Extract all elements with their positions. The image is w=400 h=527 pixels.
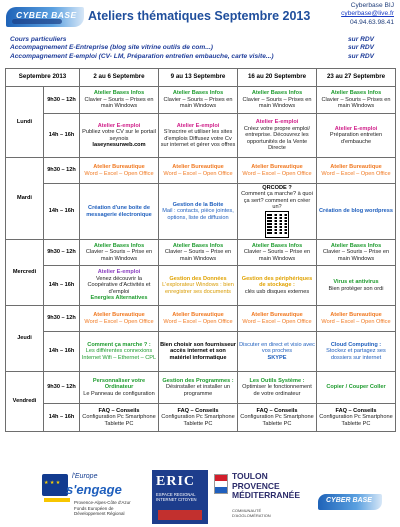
workshop-desc: Clavier – Souris – Prise en main Windows — [322, 249, 390, 262]
week-header: 16 au 20 Septembre — [238, 69, 317, 87]
tpm-logo — [214, 471, 301, 524]
workshop-title: Atelier Bases Infos — [330, 90, 382, 97]
workshop-title: Atelier E-emploi — [176, 122, 220, 129]
workshop-cell — [317, 372, 396, 404]
workshop-title: Personnaliser votre Ordinateur — [92, 377, 146, 391]
workshop-title: Atelier Bureautique — [330, 164, 382, 171]
europe-line3: Provence-Alpes-Côte d'Azur — [74, 500, 131, 505]
table-header-row — [6, 69, 396, 87]
workshop-cell — [159, 114, 238, 158]
workshop-desc: Bien protéger son ordi — [328, 285, 384, 292]
workshop-title: Copier / Couper Coller — [326, 384, 386, 391]
time-slot: 14h – 16h — [44, 404, 80, 432]
workshop-desc: Créez votre propre emploi/ entreprise. Découvrez les opportunités de la Vente Directe — [243, 125, 311, 152]
workshop-desc: Word – Excel – Open Office — [242, 170, 312, 177]
service-row — [10, 44, 390, 52]
service-row — [10, 36, 390, 44]
workshop-cell — [238, 372, 317, 404]
workshop-desc: Clavier – Souris – Prise en main Windows — [243, 249, 311, 262]
workshop-cell — [80, 240, 159, 266]
europe-line2: s'engage — [66, 482, 122, 497]
workshop-title: Atelier Bureautique — [330, 312, 382, 319]
workshop-title: Gestion des Données — [169, 275, 227, 282]
workshop-title: Atelier E-emploi — [97, 122, 141, 129]
workshop-desc: Configuration Pc Smartphone Tablette PC — [240, 414, 314, 427]
workshop-cell — [238, 158, 317, 184]
workshop-cell — [159, 184, 238, 240]
workshop-desc: Publiez votre CV sur le portail seynois — [82, 129, 156, 142]
workshop-cell — [317, 266, 396, 306]
footer-logos — [0, 468, 400, 527]
tpm-flag-icon — [214, 474, 228, 494]
time-slot: 14h – 16h — [44, 184, 80, 240]
workshop-desc: Clavier – Souris – Prises en main Windows — [242, 96, 312, 110]
workshop-title: Atelier E-emploi — [255, 119, 299, 126]
workshop-title: Création d'une boite de messagerie électronique — [86, 205, 152, 218]
contact-name: Cyberbase BIJ — [350, 2, 394, 9]
table-row — [6, 158, 396, 184]
workshop-cell — [80, 158, 159, 184]
table-row — [6, 306, 396, 332]
workshop-desc: Word – Excel – Open Office — [321, 318, 391, 325]
time-slot: 9h30 – 12h — [44, 372, 80, 404]
time-slot: 9h30 – 12h — [44, 87, 80, 114]
workshop-cell — [317, 87, 396, 114]
table-row — [6, 240, 396, 266]
workshop-desc: Optimiser le fonctionnement de votre ordinateur — [242, 384, 312, 397]
day-label: Mardi — [6, 158, 44, 240]
workshop-cell — [159, 240, 238, 266]
workshop-cell — [80, 306, 159, 332]
workshop-title: Atelier Bases Infos — [251, 242, 303, 249]
week-header: 9 au 13 Septembre — [159, 69, 238, 87]
workshop-cell — [238, 404, 317, 432]
service-row — [10, 53, 390, 61]
workshop-desc: Mail : contacts, pièce jointes, options, liste de diffusion — [162, 208, 234, 221]
workshop-desc: clés usb disques externes — [244, 288, 310, 295]
workshop-extra: laseynesurweb.com — [92, 141, 146, 148]
workshop-cell — [238, 87, 317, 114]
workshop-cell — [238, 184, 317, 240]
workshop-desc: Clavier – Souris – Prises en main Windows — [84, 96, 154, 110]
time-slot: 9h30 – 12h — [44, 240, 80, 266]
workshop-title: FAQ – Conseils — [177, 407, 219, 414]
tpm-subtitle: COMMUNAUTÉ D'AGGLOMÉRATION — [232, 508, 271, 518]
workshop-title: Atelier Bureautique — [93, 312, 145, 319]
workshop-desc: Word – Excel – Open Office — [163, 170, 233, 177]
workshop-cell — [159, 306, 238, 332]
contact-block — [341, 2, 394, 27]
service-value: sur RDV — [348, 36, 375, 43]
workshop-desc: Préparation entretien d'embauche — [329, 132, 383, 145]
workshop-title: QRCODE ? — [262, 184, 292, 191]
workshop-title: Atelier Bureautique — [172, 312, 224, 319]
schedule-table — [5, 68, 396, 432]
workshop-title: Gestion de la Boite — [172, 201, 224, 208]
workshop-cell — [80, 332, 159, 372]
cyberbase-footer-logo — [318, 494, 382, 514]
time-slot: 14h – 16h — [44, 114, 80, 158]
workshop-desc: Configuration Pc Smartphone Tablette PC — [319, 414, 393, 427]
day-label: Mercredi — [6, 240, 44, 306]
workshop-title: Atelier E-emploi — [334, 125, 378, 132]
workshop-cell — [317, 114, 396, 158]
workshop-cell — [80, 404, 159, 432]
workshop-desc: Désinstaller et installer un programme — [165, 384, 231, 397]
workshop-title: FAQ – Conseils — [335, 407, 377, 414]
workshop-desc: Clavier – Souris – Prise en main Windows — [164, 249, 232, 262]
day-label: Lundi — [6, 87, 44, 158]
workshop-desc: L'explorateur Windows : bien enregistrer ses documents — [162, 282, 234, 295]
workshop-cell — [238, 114, 317, 158]
europe-line3-4 — [74, 500, 132, 517]
workshop-desc: Les différentes connexions Internet Wifi – Ethernet – CPL — [81, 348, 157, 361]
workshop-title: Atelier Bases Infos — [330, 242, 382, 249]
workshop-desc: Clavier – Souris – Prise en main Windows — [85, 249, 153, 262]
workshop-cell — [80, 184, 159, 240]
contact-email-link[interactable]: cyberbase@live.fr — [341, 10, 394, 18]
day-label: Jeudi — [6, 306, 44, 372]
workshop-title: Atelier E-emploi — [97, 269, 141, 276]
services-list — [10, 36, 390, 61]
time-slot: 14h – 16h — [44, 332, 80, 372]
service-value: sur RDV — [348, 44, 375, 52]
workshop-cell — [317, 184, 396, 240]
qr-code-pattern — [267, 214, 287, 234]
table-row — [6, 372, 396, 404]
workshop-cell — [317, 158, 396, 184]
workshop-title: FAQ – Conseils — [98, 407, 140, 414]
workshop-title: Atelier Bases Infos — [251, 90, 303, 97]
workshop-desc: Comment ça marche? à quoi ça sert? comment en créer un? — [241, 191, 313, 211]
table-row — [6, 184, 396, 240]
workshop-cell — [159, 87, 238, 114]
workshop-cell — [317, 306, 396, 332]
workshop-cell — [80, 372, 159, 404]
workshop-title: Création de blog wordpress — [319, 208, 393, 215]
workshop-title: Gestion des Programmes : — [162, 377, 234, 384]
eric-logo-box — [152, 470, 208, 524]
workshop-cell — [317, 332, 396, 372]
workshop-title: Atelier Bases Infos — [93, 242, 145, 249]
table-row — [6, 404, 396, 432]
workshop-desc: Le Panneau de configuration — [83, 390, 155, 397]
time-slot: 9h30 – 12h — [44, 306, 80, 332]
workshop-title: Les Outils Système : — [249, 377, 305, 384]
workshop-title: Atelier Bases Infos — [172, 242, 224, 249]
service-label: Accompagnement E-Entreprise (blog site vitrine outils de com...) — [10, 44, 213, 52]
eric-stripe — [158, 510, 202, 520]
workshop-title: Atelier Bureautique — [172, 164, 224, 171]
page-header — [0, 0, 400, 34]
time-slot: 14h – 16h — [44, 266, 80, 306]
workshop-desc: Word – Excel – Open Office — [242, 318, 312, 325]
workshop-title: Atelier Bureautique — [251, 164, 303, 171]
workshop-title: Atelier Bases Infos — [172, 90, 224, 97]
workshop-desc: S'inscrire et utiliser les sites d'emplois Diffusez votre Cv sur internet et gérer vos offres — [160, 129, 236, 148]
workshop-desc: Clavier – Souris – Prises en main Windows — [321, 96, 391, 110]
workshop-title: FAQ – Conseils — [256, 407, 298, 414]
eric-logo — [152, 470, 208, 524]
workshop-title: Comment ça marche ? : — [87, 341, 151, 348]
table-row — [6, 332, 396, 372]
workshop-extra: SKYPE — [267, 354, 287, 361]
workshop-title: Virus et antivirus — [333, 279, 379, 286]
table-corner-header: Septembre 2013 — [6, 69, 80, 87]
eu-bar — [44, 498, 70, 502]
europe-line1: l'Europe — [72, 473, 98, 480]
workshop-desc: Venez découvrir la Coopérative d'Activités et d'emploi — [87, 275, 151, 295]
workshop-desc: Word – Excel – Open Office — [84, 318, 154, 325]
week-header: 23 au 27 Septembre — [317, 69, 396, 87]
day-label: Vendredi — [6, 372, 44, 432]
table-row — [6, 87, 396, 114]
workshop-cell — [238, 306, 317, 332]
table-row — [6, 266, 396, 306]
cyberbase-logo — [6, 7, 84, 27]
workshop-title: Cloud Computing : — [330, 341, 382, 348]
logo-text: CYBER BASE — [16, 10, 77, 20]
europe-logo — [40, 470, 132, 526]
workshop-cell — [80, 87, 159, 114]
workshop-cell — [317, 404, 396, 432]
service-label: Accompagnement E-emploi (CV- LM, Préparation entretien embauche, carte visite...) — [10, 52, 274, 60]
footer-logo-text: CYBER BASE — [326, 497, 372, 504]
workshop-cell — [159, 266, 238, 306]
workshop-cell — [317, 240, 396, 266]
eu-flag-icon — [42, 474, 68, 496]
workshop-cell — [80, 114, 159, 158]
workshop-cell — [159, 332, 238, 372]
page-title: Ateliers thématiques Septembre 2013 — [88, 9, 311, 23]
workshop-extra: Energies Alternatives — [90, 295, 148, 302]
workshop-desc: Configuration Pc Smartphone Tablette PC — [82, 414, 156, 427]
workshop-cell — [238, 332, 317, 372]
table-row — [6, 114, 396, 158]
time-slot: 9h30 – 12h — [44, 158, 80, 184]
workshop-desc: Word – Excel – Open Office — [84, 170, 154, 177]
eric-subtitle: ESPACE REGIONAL INTERNET CITOYEN — [156, 492, 197, 502]
week-header: 2 au 6 Septembre — [80, 69, 159, 87]
eric-title: ERIC — [156, 474, 196, 489]
workshop-title: Atelier Bureautique — [93, 164, 145, 171]
service-value: sur RDV — [348, 52, 375, 60]
workshop-title: Gestion des périphériques de stockage : — [241, 275, 313, 289]
workshop-title: Atelier Bureautique — [251, 312, 303, 319]
workshop-desc: Word – Excel – Open Office — [163, 318, 233, 325]
workshop-desc: Configuration Pc Smartphone Tablette PC — [161, 414, 235, 427]
contact-phone: 04.94.63.98.41 — [350, 18, 394, 26]
service-label: Cours particuliers — [10, 36, 67, 43]
workshop-desc: Word – Excel – Open Office — [321, 170, 391, 177]
workshop-cell — [159, 372, 238, 404]
workshop-cell — [238, 266, 317, 306]
workshop-desc: Discuter en direct et visio avec vos proches — [239, 341, 315, 355]
workshop-title: Atelier Bases Infos — [93, 90, 145, 97]
workshop-desc: Clavier – Souris – Prises en main Windows — [163, 96, 233, 110]
workshop-desc: Stockez et partagez ses dossiers sur internet — [326, 348, 386, 361]
workshop-cell — [238, 240, 317, 266]
workshop-cell — [80, 266, 159, 306]
qr-code-image — [265, 211, 289, 238]
workshop-cell — [159, 404, 238, 432]
tpm-title: TOULON PROVENCE MÉDITERRANÉE — [232, 471, 301, 500]
workshop-cell — [159, 158, 238, 184]
workshop-title: Bien choisir son fournisseur accès internet et son matériel informatique — [160, 341, 236, 361]
europe-line4: Fonds Européen de Développement Régional — [74, 505, 125, 516]
